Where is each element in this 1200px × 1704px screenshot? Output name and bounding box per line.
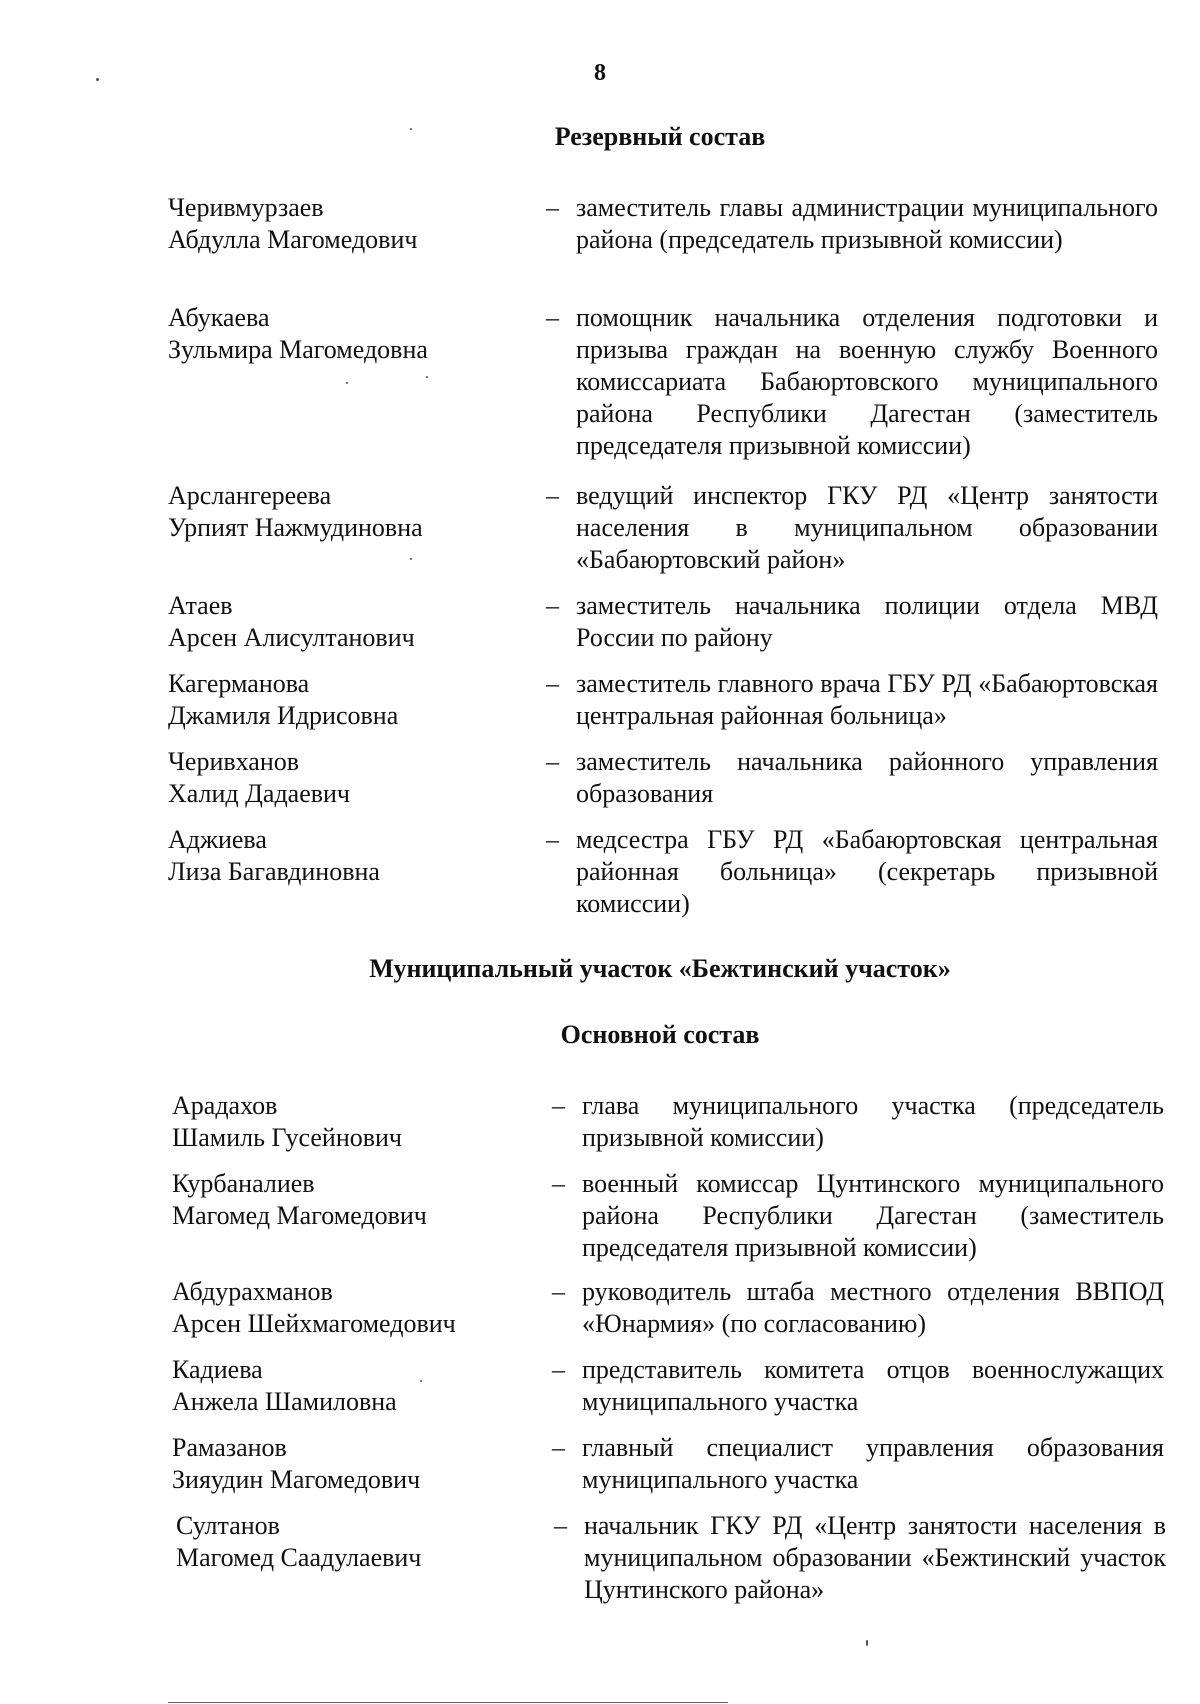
reserve-heading: Резервный состав [554, 122, 766, 151]
person-name [172, 1276, 542, 1340]
role-text: руководитель штаба местного отделения ВВПОД «Юнармия» (по согласованию) [582, 1277, 1164, 1338]
dash: – [546, 591, 559, 620]
person-name [168, 746, 538, 810]
role-text: медсестра ГБУ РД «Бабаюртовская центральная районная больница» (секретарь призывной комиссии) [576, 825, 1158, 918]
dash: – [546, 669, 559, 698]
role-text: главный специалист управления образования муниципального участка [582, 1433, 1164, 1494]
role-description [546, 590, 1158, 654]
main-composition-heading: Основной состав [560, 1020, 760, 1049]
dash: – [546, 193, 559, 222]
given-name: Лиза Багавдиновна [168, 857, 380, 886]
scan-speck [410, 558, 412, 560]
role-description [552, 1168, 1164, 1264]
surname: Черивмурзаев [168, 193, 324, 222]
scan-speck [866, 1640, 868, 1646]
person-name [172, 1090, 542, 1154]
role-text: военный комиссар Цунтинского муниципального района Республики Дагестан (заместитель председателя призывной комиссии) [582, 1169, 1164, 1262]
person-name [168, 824, 538, 888]
role-description [546, 480, 1158, 576]
role-description [552, 1090, 1164, 1154]
dash: – [546, 481, 559, 510]
dash: – [546, 747, 559, 776]
person-name [168, 192, 538, 256]
person-name [176, 1510, 546, 1574]
given-name: Арсен Шейхмагомедович [172, 1309, 456, 1338]
given-name: Урпият Нажмудиновна [168, 513, 423, 542]
role-text: помощник начальника отделения подготовки и призыва граждан на военную службу Военного комиссариата Бабаюртовского муниципального района Республики Дагестан (заместитель председателя призывной комиссии) [576, 303, 1158, 460]
dash: – [552, 1277, 565, 1306]
role-text: глава муниципального участка (председатель призывной комиссии) [582, 1091, 1164, 1152]
role-text: ведущий инспектор ГКУ РД «Центр занятости населения в муниципальном образовании «Бабаюртовский район» [576, 481, 1158, 574]
scan-speck [410, 128, 412, 130]
role-text: заместитель начальника полиции отдела МВД России по району [576, 591, 1158, 652]
section-title: Муниципальный участок «Бежтинский участок» [369, 954, 951, 983]
role-description [552, 1432, 1164, 1496]
dash: – [552, 1091, 565, 1120]
role-text: начальник ГКУ РД «Центр занятости населения в муниципальном образовании «Бежтинский участок Цунтинского района» [584, 1511, 1166, 1604]
given-name: Шамиль Гусейнович [172, 1123, 403, 1152]
role-description [546, 302, 1158, 462]
person-name [168, 668, 538, 732]
surname: Абдурахманов [172, 1277, 333, 1306]
surname: Арслангереева [168, 481, 332, 510]
role-description [554, 1510, 1166, 1606]
person-name [172, 1354, 542, 1418]
page-number: 8 [594, 60, 606, 86]
surname: Атаев [168, 591, 233, 620]
role-description [552, 1276, 1164, 1340]
given-name: Магомед Саадулаевич [176, 1543, 422, 1572]
surname: Аджиева [168, 825, 267, 854]
role-text: заместитель главы администрации муниципального района (председатель призывной комиссии) [576, 193, 1158, 254]
role-description [546, 668, 1158, 732]
scan-edge-line [168, 1702, 728, 1703]
person-name [172, 1168, 542, 1232]
given-name: Арсен Алисултанович [168, 623, 415, 652]
role-description [546, 824, 1158, 920]
surname: Арадахов [172, 1091, 278, 1120]
dash: – [552, 1169, 565, 1198]
surname: Абукаева [168, 303, 270, 332]
person-name [168, 590, 538, 654]
role-text: заместитель главного врача ГБУ РД «Бабаюртовская центральная районная больница» [576, 669, 1158, 730]
given-name: Анжела Шамиловна [172, 1387, 397, 1416]
given-name: Зияудин Магомедович [172, 1465, 421, 1494]
given-name: Халид Дадаевич [168, 779, 351, 808]
dash: – [546, 303, 559, 332]
dash: – [552, 1433, 565, 1462]
person-name [172, 1432, 542, 1496]
dash: – [552, 1355, 565, 1384]
scan-speck [420, 1380, 422, 1382]
given-name: Зульмира Магомедовна [168, 335, 428, 364]
surname: Черивханов [168, 747, 300, 776]
role-description [552, 1354, 1164, 1418]
given-name: Джамиля Идрисовна [168, 701, 399, 730]
given-name: Магомед Магомедович [172, 1201, 427, 1230]
role-description [546, 192, 1158, 256]
role-text: заместитель начальника районного управления образования [576, 747, 1158, 808]
surname: Султанов [176, 1511, 280, 1540]
dash: – [554, 1511, 567, 1540]
surname: Рамазанов [172, 1433, 287, 1462]
surname: Курбаналиев [172, 1169, 315, 1198]
role-text: представитель комитета отцов военнослужащих муниципального участка [582, 1355, 1164, 1416]
scan-speck [346, 382, 348, 384]
surname: Кадиева [172, 1355, 263, 1384]
surname: Кагерманова [168, 669, 310, 698]
scan-speck [426, 376, 428, 378]
given-name: Абдулла Магомедович [168, 225, 418, 254]
dash: – [546, 825, 559, 854]
person-name [168, 480, 538, 544]
scan-speck [96, 78, 99, 81]
person-name [168, 302, 538, 366]
role-description [546, 746, 1158, 810]
